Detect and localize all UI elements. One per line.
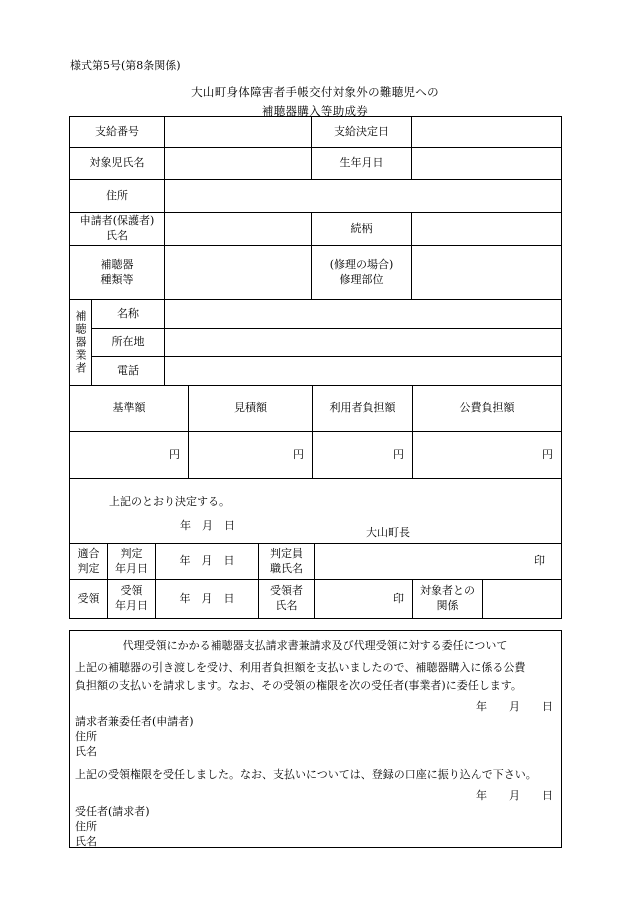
text-repair-1: (修理の場合) xyxy=(329,257,394,271)
field-payment-number[interactable] xyxy=(164,116,312,148)
field-estimate[interactable] xyxy=(188,431,313,479)
field-address[interactable] xyxy=(164,179,562,213)
text-receipt-date-1: 受領 xyxy=(120,584,143,598)
text-device-2: 種類等 xyxy=(100,272,134,286)
field-decision-date[interactable] xyxy=(411,116,562,148)
form-number: 様式第5号(第8条関係) xyxy=(70,59,181,72)
text-receipt: 受領 xyxy=(77,591,100,605)
text-conformity-2: 判定 xyxy=(77,561,100,575)
field-repair-part[interactable] xyxy=(411,245,562,300)
text-birth-date: 生年月日 xyxy=(339,156,384,170)
text-public-burden: 公費負担額 xyxy=(459,401,515,415)
seal-2: 印 xyxy=(393,591,404,605)
field-base-amount[interactable] xyxy=(69,431,189,479)
label-vendor-location xyxy=(91,328,165,357)
text-judge-officer-2: 職氏名 xyxy=(270,561,303,575)
text-receipt-date-2: 年月日 xyxy=(115,599,148,612)
field-public-burden[interactable] xyxy=(412,431,562,479)
text-child-name: 対象児氏名 xyxy=(89,156,145,170)
form-title-line2: 補聴器購入等助成券 xyxy=(261,104,369,118)
text-base-amount: 基準額 xyxy=(112,401,146,415)
text-conformity-1: 適合 xyxy=(77,546,100,560)
label-decision-date xyxy=(311,116,412,148)
field-vendor-name[interactable] xyxy=(164,299,562,329)
yen-3: 円 xyxy=(393,447,404,461)
label-conformity xyxy=(69,543,108,580)
form-title-line1: 大山町身体障害者手帳交付対象外の難聴児への xyxy=(191,85,439,99)
yen-4: 円 xyxy=(542,447,553,461)
yen-1: 円 xyxy=(169,447,180,461)
delegation-para2: 上記の受領権限を受任しました。なお、支払いについては、登録の口座に振り込んで下さい。 xyxy=(75,768,537,781)
delegation-date1: 年 月 日 xyxy=(476,700,553,713)
text-vendor-phone: 電話 xyxy=(117,363,139,377)
text-receipt-ymd: 年 月 日 xyxy=(179,591,235,605)
agent-address-label[interactable]: 住所 xyxy=(75,820,97,833)
field-device-type[interactable] xyxy=(164,245,312,300)
header-public-burden xyxy=(412,385,562,432)
label-applicant xyxy=(69,212,165,246)
field-receipt-date[interactable] xyxy=(155,579,259,619)
delegation-para1-line2: 負担額の支払いを請求します。なお、その受領の権限を次の受任者(事業者)に委任します。 xyxy=(75,679,522,692)
text-receiver-2: 氏名 xyxy=(275,599,298,612)
field-judge-date[interactable] xyxy=(155,543,259,580)
field-receiver-name[interactable] xyxy=(314,579,413,619)
text-vendor-name: 名称 xyxy=(117,306,139,320)
text-judge-ymd: 年 月 日 xyxy=(179,554,235,568)
text-device-1: 補聴器 xyxy=(100,257,134,271)
text-relation-1: 対象者との xyxy=(420,584,475,598)
label-receipt xyxy=(69,579,108,619)
field-vendor-location[interactable] xyxy=(164,328,562,357)
label-receiver xyxy=(258,579,315,619)
text-address: 住所 xyxy=(106,188,128,202)
claimant-name-label[interactable]: 氏名 xyxy=(75,745,97,758)
text-receiver-1: 受領者 xyxy=(270,584,303,598)
label-vendor-phone xyxy=(91,356,165,386)
decision-date: 年 月 日 xyxy=(180,519,235,532)
delegation-heading: 代理受領にかかる補聴器支払請求書兼請求及び代理受領に対する委任について xyxy=(122,639,508,652)
label-repair-part xyxy=(311,245,412,300)
header-user-burden xyxy=(312,385,413,432)
field-relationship[interactable] xyxy=(411,212,562,246)
field-birth-date[interactable] xyxy=(411,147,562,180)
label-judge-officer xyxy=(258,543,315,580)
claimant-label: 請求者兼委任者(申請者) xyxy=(75,715,194,728)
text-estimate: 見積額 xyxy=(234,401,267,415)
label-relationship xyxy=(311,212,412,246)
label-device-type xyxy=(69,245,165,300)
text-user-burden: 利用者負担額 xyxy=(329,401,396,415)
text-relationship: 続柄 xyxy=(350,221,373,235)
label-child-name xyxy=(69,147,165,180)
field-child-name[interactable] xyxy=(164,147,312,180)
text-judge-officer-1: 判定員 xyxy=(270,546,303,560)
header-estimate xyxy=(188,385,313,432)
header-base-amount xyxy=(69,385,189,432)
field-relation-to-child[interactable] xyxy=(482,579,562,619)
decision-text: 上記のとおり決定する。 xyxy=(109,495,230,508)
label-address xyxy=(69,179,165,213)
text-repair-2: 修理部位 xyxy=(339,272,384,286)
claimant-address-label[interactable]: 住所 xyxy=(75,730,97,743)
agent-label: 受任者(請求者) xyxy=(75,805,150,818)
mayor-label: 大山町長 xyxy=(366,526,410,539)
text-judge-date-1: 判定 xyxy=(120,546,143,560)
delegation-date2: 年 月 日 xyxy=(476,789,553,802)
text-relation-2: 関係 xyxy=(436,599,459,612)
text-applicant-2: 氏名 xyxy=(106,229,128,242)
vendor-vertical-text: 補聴器業者 xyxy=(74,310,87,375)
label-vendor-name xyxy=(91,299,165,329)
text-vendor-location: 所在地 xyxy=(111,335,145,349)
label-birth-date xyxy=(311,147,412,180)
decision-block xyxy=(69,478,562,544)
label-payment-number xyxy=(69,116,165,148)
field-user-burden[interactable] xyxy=(312,431,413,479)
label-relation-to-child xyxy=(412,579,483,619)
field-judge-officer[interactable] xyxy=(314,543,562,580)
yen-2: 円 xyxy=(293,447,304,461)
text-judge-date-2: 年月日 xyxy=(115,561,148,575)
agent-name-label[interactable]: 氏名 xyxy=(75,835,97,848)
delegation-para1-line1: 上記の補聴器の引き渡しを受け、利用者負担額を支払いましたので、補聴器購入に係る公費 xyxy=(75,661,526,674)
label-receipt-date xyxy=(107,579,156,619)
label-judge-date xyxy=(107,543,156,580)
text-payment-number: 支給番号 xyxy=(95,124,139,138)
label-vendor-vertical xyxy=(69,299,92,386)
field-vendor-phone[interactable] xyxy=(164,356,562,386)
seal-1: 印 xyxy=(534,554,545,568)
text-applicant-1: 申請者(保護者) xyxy=(79,214,155,228)
field-applicant-name[interactable] xyxy=(164,212,312,246)
text-decision-date: 支給決定日 xyxy=(334,124,389,138)
